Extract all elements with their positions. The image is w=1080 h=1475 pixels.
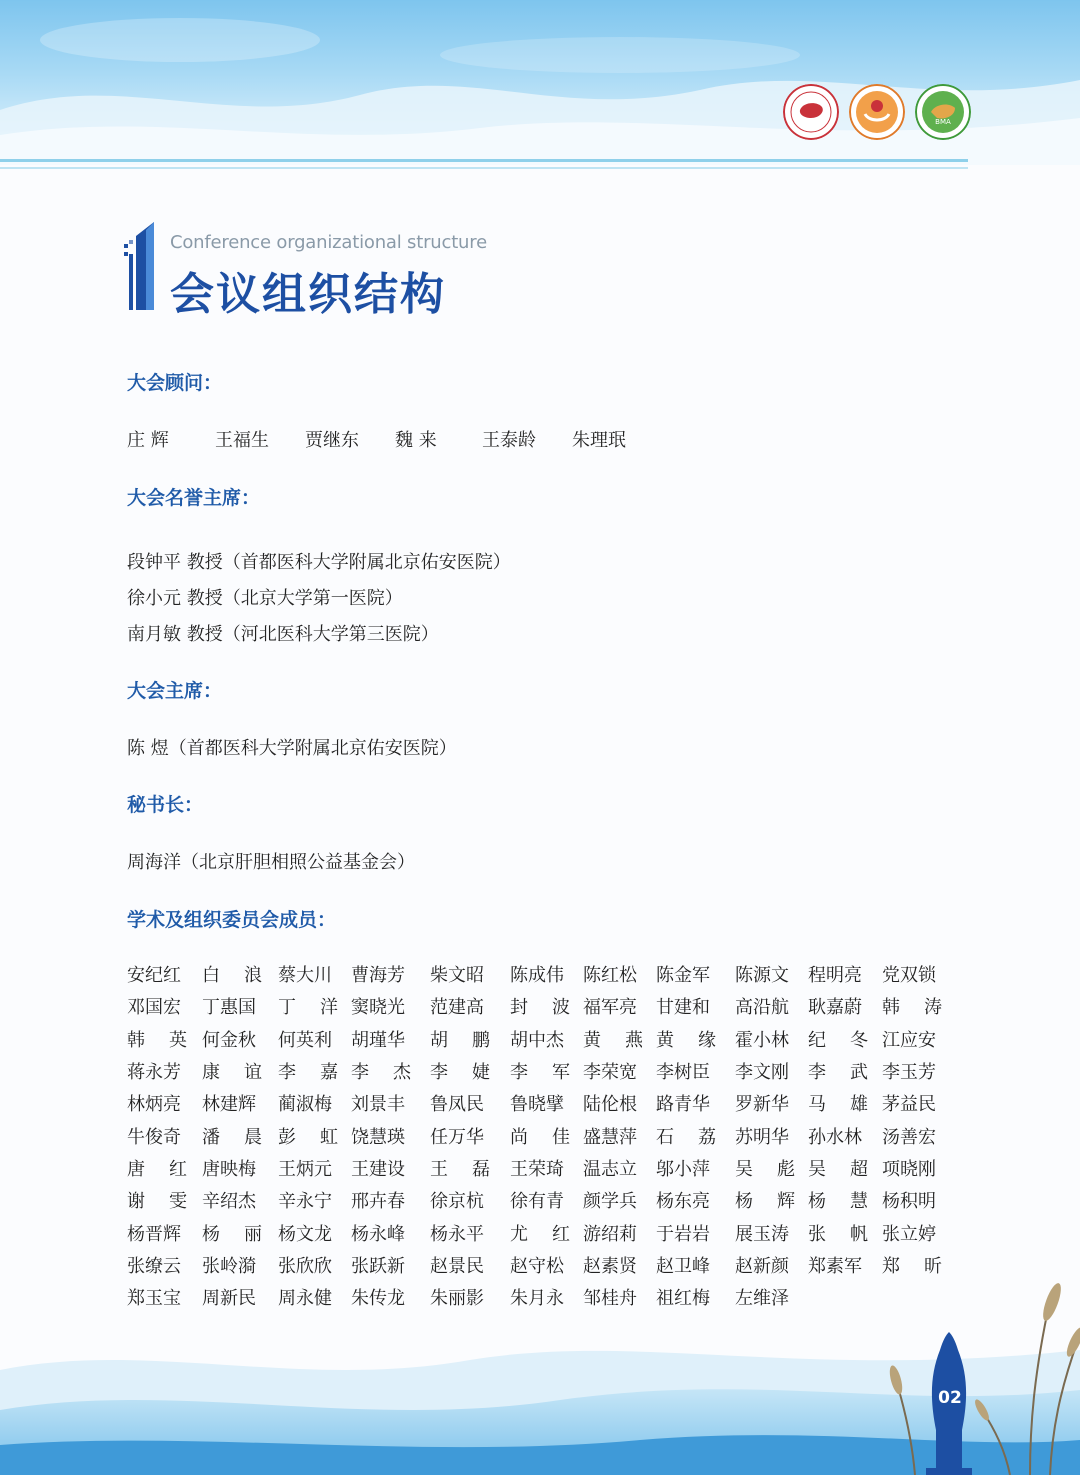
committee-member-name: 杨 慧 — [808, 1191, 868, 1213]
committee-member-name: 盛慧萍 — [583, 1126, 637, 1148]
committee-member-name: 何金秋 — [202, 1029, 256, 1051]
advisor-name: 贾继东 — [305, 430, 359, 451]
committee-member-name: 王荣琦 — [510, 1158, 564, 1180]
committee-member-name: 朱丽影 — [430, 1288, 484, 1310]
committee-member-name: 项晓刚 — [882, 1158, 936, 1180]
committee-member-name: 刘景丰 — [351, 1094, 405, 1116]
honorary-chairs-label: 大会名誉主席： — [127, 487, 261, 509]
committee-member-name: 邓国宏 — [127, 997, 181, 1019]
committee-member-name: 林炳亮 — [127, 1094, 181, 1116]
header-divider — [0, 159, 968, 162]
committee-member-name: 杨积明 — [882, 1191, 936, 1213]
committee-member-name: 杨永平 — [430, 1223, 484, 1245]
committee-member-name: 黄 缘 — [656, 1029, 716, 1051]
committee-member-name: 丁惠国 — [202, 997, 256, 1019]
committee-member-name: 杨永峰 — [351, 1223, 405, 1245]
committee-member-name: 杨东亮 — [656, 1191, 710, 1213]
cloud-decoration-icon — [0, 0, 1080, 165]
committee-member-name: 程明亮 — [808, 965, 862, 987]
honorary-chair-entry: 南月敏 教授（河北医科大学第三医院） — [127, 624, 439, 645]
committee-member-name: 白 浪 — [202, 965, 262, 987]
header-banner — [0, 0, 1080, 165]
committee-member-name: 林建辉 — [202, 1094, 256, 1116]
advisor-name: 朱理珉 — [572, 430, 626, 451]
committee-member-name: 周永健 — [278, 1288, 332, 1310]
committee-member-name: 福军亮 — [583, 997, 637, 1019]
committee-member-name: 尚 佳 — [510, 1126, 570, 1148]
committee-member-name: 安纪红 — [127, 965, 181, 987]
committee-member-name: 李 军 — [510, 1062, 570, 1084]
committee-member-name: 牛俊奇 — [127, 1126, 181, 1148]
committee-member-name: 赵守松 — [510, 1255, 564, 1277]
committee-member-name: 王炳元 — [278, 1158, 332, 1180]
committee-member-name: 甘建和 — [656, 997, 710, 1019]
committee-member-name: 李树臣 — [656, 1062, 710, 1084]
committee-member-name: 韩 英 — [127, 1029, 187, 1051]
header-divider-thin — [0, 167, 968, 169]
committee-member-name: 窦晓光 — [351, 997, 405, 1019]
committee-member-name: 赵景民 — [430, 1255, 484, 1277]
committee-member-name: 吴 超 — [808, 1158, 868, 1180]
chair-entry: 陈 煜（首都医科大学附属北京佑安医院） — [127, 738, 457, 759]
committee-member-name: 陈金军 — [656, 965, 710, 987]
committee-member-name: 唐映梅 — [202, 1158, 256, 1180]
committee-member-name: 孙水林 — [808, 1126, 862, 1148]
committee-member-name: 杨晋辉 — [127, 1223, 181, 1245]
committee-member-name: 纪 冬 — [808, 1029, 868, 1051]
committee-member-name: 曹海芳 — [351, 965, 405, 987]
committee-member-name: 彭 虹 — [278, 1126, 338, 1148]
committee-member-name: 温志立 — [583, 1158, 637, 1180]
committee-member-name: 邹桂舟 — [583, 1288, 637, 1310]
committee-member-name: 黄 燕 — [583, 1029, 643, 1051]
honorary-chair-entry: 徐小元 教授（北京大学第一医院） — [127, 588, 403, 609]
committee-member-name: 蔡大川 — [278, 965, 332, 987]
committee-member-name: 王 磊 — [430, 1158, 490, 1180]
committee-member-name: 辛绍杰 — [202, 1191, 256, 1213]
committee-member-name: 丁 洋 — [278, 997, 338, 1019]
committee-member-name: 左维泽 — [735, 1288, 789, 1310]
committee-member-name: 赵卫峰 — [656, 1255, 710, 1277]
committee-member-name: 霍小林 — [735, 1029, 789, 1051]
committee-member-name: 张立婷 — [882, 1223, 936, 1245]
committee-member-name: 张缭云 — [127, 1255, 181, 1277]
committee-member-name: 徐有青 — [510, 1191, 564, 1213]
honorary-chair-entry: 段钟平 教授（首都医科大学附属北京佑安医院） — [127, 552, 511, 573]
committee-member-name: 邢卉春 — [351, 1191, 405, 1213]
committee-member-name: 苏明华 — [735, 1126, 789, 1148]
committee-member-name: 范建高 — [430, 997, 484, 1019]
committee-member-name: 饶慧瑛 — [351, 1126, 405, 1148]
committee-member-name: 李 杰 — [351, 1062, 411, 1084]
committee-member-name: 辛永宁 — [278, 1191, 332, 1213]
title-english: Conference organizational structure — [170, 232, 487, 253]
committee-member-name: 张 帆 — [808, 1223, 868, 1245]
committee-member-name: 周新民 — [202, 1288, 256, 1310]
committee-member-name: 唐 红 — [127, 1158, 187, 1180]
page-title: 会议组织结构 — [170, 269, 446, 320]
committee-member-name: 耿嘉蔚 — [808, 997, 862, 1019]
committee-member-name: 杨 辉 — [735, 1191, 795, 1213]
committee-member-name: 展玉涛 — [735, 1223, 789, 1245]
committee-member-name: 郑素军 — [808, 1255, 862, 1277]
committee-member-name: 郑 昕 — [882, 1255, 942, 1277]
advisor-name: 王福生 — [215, 430, 269, 451]
advisor-name: 王泰龄 — [482, 430, 536, 451]
committee-label: 学术及组织委员会成员： — [127, 909, 337, 931]
committee-member-name: 尤 红 — [510, 1223, 570, 1245]
committee-member-name: 杨文龙 — [278, 1223, 332, 1245]
logo-group — [783, 84, 971, 140]
committee-member-name: 李荣宽 — [583, 1062, 637, 1084]
committee-member-name: 蒋永芳 — [127, 1062, 181, 1084]
committee-member-name: 朱传龙 — [351, 1288, 405, 1310]
committee-member-name: 陆伦根 — [583, 1094, 637, 1116]
committee-member-name: 汤善宏 — [882, 1126, 936, 1148]
committee-member-name: 李玉芳 — [882, 1062, 936, 1084]
bottom-landscape-decoration — [0, 1280, 1080, 1475]
secretary-entry: 周海洋（北京肝胆相照公益基金会） — [127, 852, 415, 873]
svg-text:BMA: BMA — [935, 118, 951, 126]
committee-member-name: 党双锁 — [882, 965, 936, 987]
committee-member-name: 李 婕 — [430, 1062, 490, 1084]
committee-member-name: 蔺淑梅 — [278, 1094, 332, 1116]
committee-member-name: 李文刚 — [735, 1062, 789, 1084]
committee-member-name: 李 嘉 — [278, 1062, 338, 1084]
committee-member-name: 封 波 — [510, 997, 570, 1019]
committee-member-name: 江应安 — [882, 1029, 936, 1051]
committee-member-name: 杨 丽 — [202, 1223, 262, 1245]
chair-label: 大会主席： — [127, 680, 223, 702]
committee-member-name: 柴文昭 — [430, 965, 484, 987]
committee-member-name: 张欣欣 — [278, 1255, 332, 1277]
committee-member-name: 何英利 — [278, 1029, 332, 1051]
committee-member-name: 胡中杰 — [510, 1029, 564, 1051]
committee-member-name: 路青华 — [656, 1094, 710, 1116]
committee-member-name: 徐京杭 — [430, 1191, 484, 1213]
committee-member-name: 康 谊 — [202, 1062, 262, 1084]
committee-member-name: 赵素贤 — [583, 1255, 637, 1277]
advisors-names — [127, 426, 626, 452]
committee-member-name: 潘 晨 — [202, 1126, 262, 1148]
committee-member-name: 谢 雯 — [127, 1191, 187, 1213]
committee-member-name: 陈红松 — [583, 965, 637, 987]
advisors-label: 大会顾问： — [127, 372, 223, 394]
committee-member-name: 郑玉宝 — [127, 1288, 181, 1310]
building-icon — [124, 218, 158, 310]
bma-logo-icon — [915, 84, 971, 140]
hospital-liver-logo-icon — [783, 84, 839, 140]
committee-member-name: 张跃新 — [351, 1255, 405, 1277]
committee-member-name: 王建设 — [351, 1158, 405, 1180]
secretary-label: 秘书长： — [127, 794, 204, 816]
committee-member-name: 鲁晓擘 — [510, 1094, 564, 1116]
committee-member-name: 罗新华 — [735, 1094, 789, 1116]
committee-member-name: 于岩岩 — [656, 1223, 710, 1245]
committee-member-name: 马 雄 — [808, 1094, 868, 1116]
committee-member-name: 茅益民 — [882, 1094, 936, 1116]
committee-member-name: 祖红梅 — [656, 1288, 710, 1310]
charity-hands-logo-icon — [849, 84, 905, 140]
advisor-name: 庄 辉 — [127, 430, 169, 451]
committee-member-name: 邬小萍 — [656, 1158, 710, 1180]
committee-member-name: 赵新颜 — [735, 1255, 789, 1277]
committee-member-name: 吴 彪 — [735, 1158, 795, 1180]
committee-member-name: 胡瑾华 — [351, 1029, 405, 1051]
committee-member-name: 张岭漪 — [202, 1255, 256, 1277]
committee-member-name: 鲁凤民 — [430, 1094, 484, 1116]
committee-member-name: 陈成伟 — [510, 965, 564, 987]
committee-member-name: 游绍莉 — [583, 1223, 637, 1245]
committee-member-name: 韩 涛 — [882, 997, 942, 1019]
committee-member-name: 陈源文 — [735, 965, 789, 987]
committee-member-name: 颜学兵 — [583, 1191, 637, 1213]
committee-member-name: 高沿航 — [735, 997, 789, 1019]
advisor-name: 魏 来 — [395, 430, 437, 451]
committee-member-name: 朱月永 — [510, 1288, 564, 1310]
committee-member-name: 任万华 — [430, 1126, 484, 1148]
committee-member-name: 石 荔 — [656, 1126, 716, 1148]
page-number: 02 — [938, 1388, 962, 1408]
committee-member-name: 胡 鹏 — [430, 1029, 490, 1051]
committee-member-name: 李 武 — [808, 1062, 868, 1084]
